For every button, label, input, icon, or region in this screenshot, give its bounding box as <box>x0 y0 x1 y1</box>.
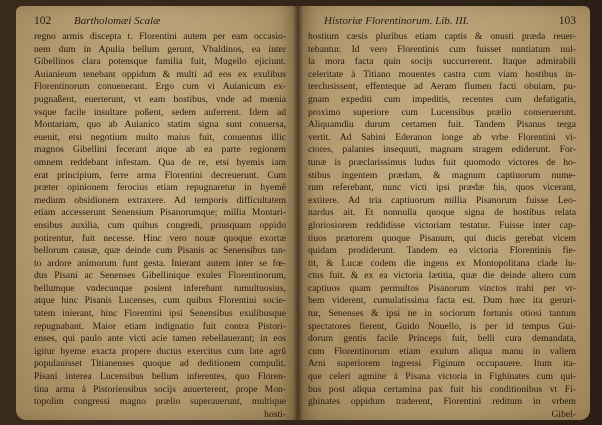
text-line: tunæ is præclarissimus ludus fuit quomodo victores de ho- <box>308 156 576 168</box>
text-line: omnem reddebant infestam. Qua de re, etsi hyemis iam <box>34 156 286 168</box>
text-line: Pisani interea Lucensibus bellum inferentes, quo Floren- <box>34 371 286 383</box>
text-line: dus Pisani ac Senenses Gibellinique exules Florentinorum, <box>34 270 286 282</box>
text-line: potirentur, fuit necesse. Hinc vero nouæ quoque exortæ <box>34 232 286 244</box>
text-line: ctus fuit. & ex ea victoria lætitia, quæ die deinde altero cum <box>308 270 576 282</box>
text-line: que celeri agmine à Pisana victoria in Fighinates cum qui- <box>308 371 576 383</box>
text-line: nardus ait. Et nonnulla quoque signa de hostibus relata <box>308 207 576 219</box>
text-line: tina arma à Pistoriensibus socijs auuerterent, prope Mon- <box>34 383 286 395</box>
text-line: igitur hyeme exacta propere ductus exercitus cum late agrû <box>34 345 286 357</box>
text-line: Gibellinos clara potensque familia fuit, Mugello ejiciunt. <box>34 56 286 68</box>
text-line: Gibel- <box>551 408 576 420</box>
text-line: tiuos prætorem quoque Pisanum, qui ducis gerebat vicem <box>308 232 576 244</box>
page-number: 102 <box>34 15 52 27</box>
text-line: nem dum in Apulia bellum gerunt, Vbaldinos, ea inter <box>34 43 286 55</box>
text-line: repugnabant. Maior etiam indignatio fuit contra Pistori- <box>34 320 286 332</box>
text-line: ensibus auxilia, cum quibus congredi, priusquam oppido <box>34 219 286 231</box>
text-line: gloriosiorem reddidisse victoriam testatur. Fuisse inter cap- <box>308 219 576 231</box>
text-line: vsque facile insultare poßent, sedem auferrent. Idem ad <box>34 106 286 118</box>
text-line: ctores, palantes insequuti, magnam stragem ediderunt. For- <box>308 144 576 156</box>
text-line: spectatores fierent, Guido Nouello, is per id tempus Gui- <box>308 320 576 332</box>
running-head: Bartholomæi Scalæ <box>74 15 161 27</box>
running-head: Historiæ Florentinorum. Lib. III. <box>324 15 470 27</box>
text-line: hostium cæsis pluribus etiam captis & onusti præda reuer- <box>308 31 576 42</box>
text-line: cum Florentinorum etiam exulum aliqua manu in vallem <box>308 345 576 357</box>
text-line: euenit, etsi negotium multo maius fuit, conuentus illic <box>34 131 286 143</box>
text-line: Arni superiorem ingressi Figinum occupauere. Itum ita- <box>308 358 576 370</box>
text-line: dorum gentis facile Princeps fuit, belli cura demandata, <box>308 333 576 345</box>
left-page-header <box>34 14 284 28</box>
text-line: etiam accesserunt Senensium Pisanorumque; millia Montari- <box>34 207 286 219</box>
text-line: hosti- <box>264 408 286 420</box>
text-line: erat principium, ferre arma Florentini decreuerunt. Cum <box>34 169 286 181</box>
text-line: quidam prodiderunt. Tandem ea victoria Florentinis fie- <box>308 245 576 257</box>
text-line: rum referebant, nunc victi ipsi prædæ his, quos vicerant, <box>308 182 576 194</box>
text-line: topolim congressi magno prælio superauerunt, multique <box>34 396 286 408</box>
text-line: terclusissent, effenteque ad Aeram flumen facti obuiam, pu- <box>308 81 576 93</box>
text-line: pugnaßent, euerterunt, vt eam hostibus, vnde ad mœnia <box>34 93 286 105</box>
text-line: celeritate à Titiano mouentes castra cum viam hostibus in- <box>308 68 576 80</box>
text-line: vertit. Ad Sabini Ederanon longe ab vrbe Florentini vi- <box>308 131 576 143</box>
text-line: captiuos quam permultos Pisanorum vinctos trahi per vr- <box>308 282 576 294</box>
right-page <box>298 6 590 420</box>
text-line: bellumque vndecunque posient inferebant tumultuosius, <box>34 282 286 294</box>
left-page <box>16 6 298 420</box>
text-line: ghinates oppidum traderent, Florentini reditum in vrbem <box>308 396 576 408</box>
text-line: Montariam, quo ab Auianico statim signa sunt conuersa, <box>34 119 286 131</box>
text-line: extitere. Ad tria captiuorum millia Pisanorum fuisse Leo- <box>308 194 576 206</box>
text-line: bellorum causæ, quæ deinde cum Pisanis ac Senensibus tan- <box>34 245 286 257</box>
text-line: præter opinionem ferocius etiam repugnaretur in hyemê <box>34 182 286 194</box>
text-line: tatem inierant, hinc Florentini ipsi Senensibus exulibusque <box>34 308 286 320</box>
page-text <box>308 31 576 420</box>
text-line: medium obsidionem extraxere. Ad temporis difficultatem <box>34 194 286 206</box>
text-line: Auianieum tenebant oppidum & multi ad eos ex exulibus <box>34 68 286 80</box>
text-line: tit, & Lucæ codem die ingens ex Montopolitana clade lu- <box>308 257 576 269</box>
page-number: 103 <box>558 15 576 27</box>
text-line: la mora facta quin socijs succurrerent. Itaque admirabili <box>308 56 576 68</box>
text-line: tur, Senenses & ipsi ne in sociorum fortunis otiosi tantum <box>308 308 576 320</box>
right-page-header <box>316 14 576 28</box>
text-line: atque hinc Pisanis Lucenses, cum quibus Florentini socie- <box>34 295 286 307</box>
text-line: magnos Gibellini fecerant atque ab ea parte regionem <box>34 144 286 156</box>
text-line: populauisset Titianenses quoque ad deditionem compulit. <box>34 358 286 370</box>
text-line: Florentinorum conuenerant. Ergo cum vi Auianicum ex- <box>34 81 286 93</box>
text-line: tebantur. Id vero Florentinis cum fuisset nuntiatum nul- <box>308 43 576 55</box>
text-line: Aliquamdiu durum certamen fuit. Tandem Pisanus terga <box>308 119 576 131</box>
text-line: proximo superiore cum Lucensibus prælio conseruerunt. <box>308 106 576 118</box>
text-line: gnam expediti cum impeditis, recentes cum defatigatis, <box>308 93 576 105</box>
text-line: regno armis discepta t. Florentini autem per eam occasio- <box>34 31 286 42</box>
text-line: to ardore animorum funt gesta. Inierant autem inter se fœ- <box>34 257 286 269</box>
text-line: bus post aliqua certamina pax fuit his conditionibus vt Fi- <box>308 383 576 395</box>
text-line: enses, qui paulo ante victi acie tamen rebellauerant; in eos <box>34 333 286 345</box>
text-line: stibus ingentem prædam, & magnum captiuorum nume- <box>308 169 576 181</box>
text-line: bem viderent, cumulatissima facta est. Dum hæc ita geruri- <box>308 295 576 307</box>
page-text <box>34 31 286 420</box>
book-gutter <box>293 6 303 420</box>
